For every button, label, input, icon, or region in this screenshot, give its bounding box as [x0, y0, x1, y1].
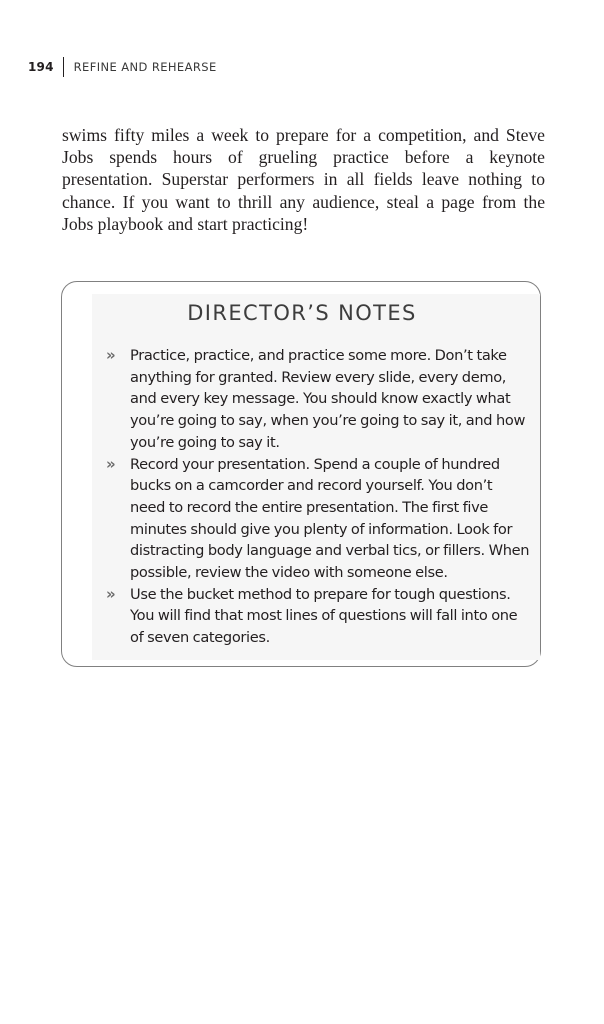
chevron-bullet-icon: » — [106, 454, 115, 473]
page-number: 194 — [28, 60, 54, 74]
note-item — [62, 454, 530, 584]
chevron-bullet-icon: » — [106, 584, 115, 603]
note-item — [62, 584, 530, 649]
note-text: Use the bucket method to prepare for tough questions. You will find that most lines of questions will fall into one of seven categories. — [130, 585, 518, 647]
notes-title: DIRECTOR’S NOTES — [187, 301, 417, 325]
note-item — [62, 345, 530, 454]
running-header — [28, 56, 217, 78]
note-text: Practice, practice, and practice some more. Don’t take anything for granted. Review every slide, every demo, and every key message. You should know exactly what you’re going to say, when you’re going to say it, and how you’re going to say it. — [130, 347, 526, 451]
directors-notes-box — [61, 281, 541, 667]
header-divider — [63, 57, 64, 77]
notes-list — [62, 345, 530, 649]
note-text: Record your presentation. Spend a couple of hundred bucks on a camcorder and record yourself. You don’t need to record the entire presentation. The first five minutes should give you plenty of information. Look for distracting body language and verbal tics, or fillers. When possible, review the video with someone else. — [130, 455, 530, 582]
body-paragraph: swims fifty miles a week to prepare for a competition, and Steve Jobs spends hours of grueling practice before a keynote presentation. Superstar performers in all fields leave nothing to chance. If you want to thrill any audience, steal a page from the Jobs playbook and start practicing! — [62, 125, 545, 234]
section-title: REFINE AND REHEARSE — [73, 60, 217, 74]
chevron-bullet-icon: » — [106, 346, 115, 364]
